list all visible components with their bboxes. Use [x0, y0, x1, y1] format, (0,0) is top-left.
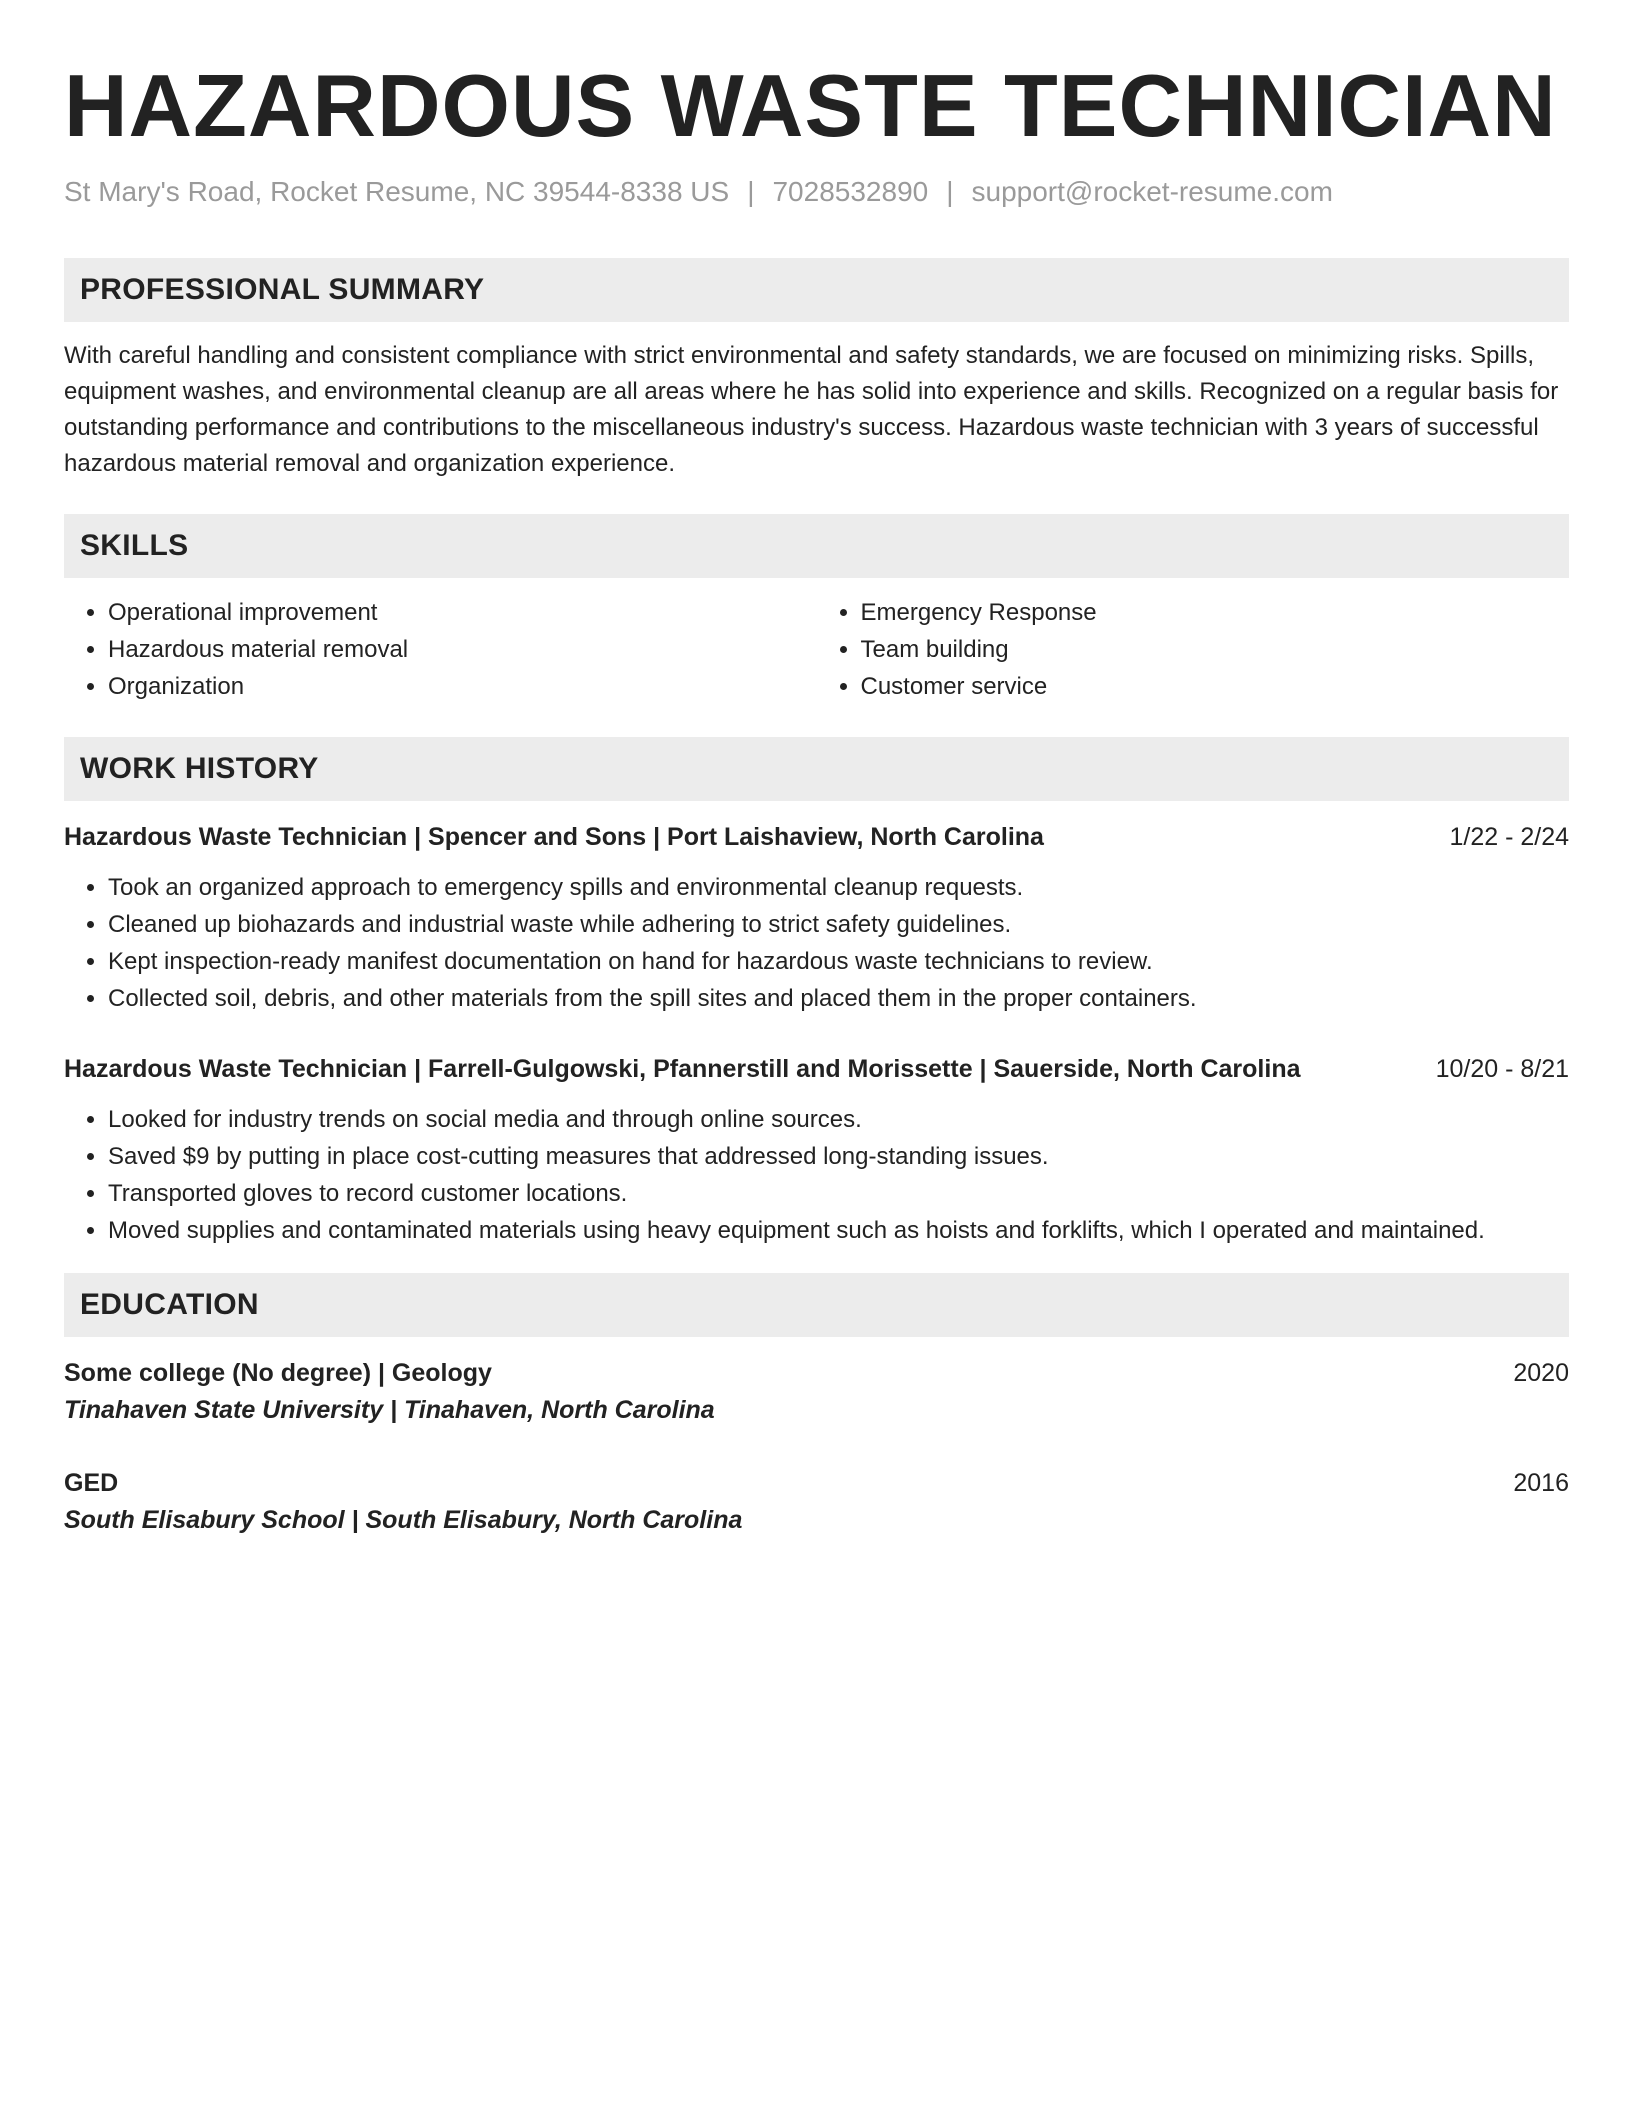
contact-address: St Mary's Road, Rocket Resume, NC 39544-8338 US [64, 176, 730, 207]
job-entry [64, 1051, 1569, 1249]
skill-item: • Operational improvement [108, 594, 817, 631]
skills-column-right [817, 594, 1570, 705]
contact-phone: 7028532890 [772, 176, 929, 207]
job-bullets [64, 1101, 1569, 1249]
education-entry [64, 1465, 1569, 1539]
section-header-education: EDUCATION [64, 1273, 1569, 1337]
education-heading-row [64, 1465, 1569, 1501]
job-bullet: • Collected soil, debris, and other materials from the spill sites and placed them in the proper containers. [108, 980, 1569, 1017]
job-dates: 1/22 - 2/24 [1449, 823, 1569, 851]
education-degree: GED [64, 1469, 119, 1497]
job-bullet: • Took an organized approach to emergency spills and environmental cleanup requests. [108, 869, 1569, 906]
summary-text: With careful handling and consistent compliance with strict environmental and safety standards, we are focused on minimizing risks. Spills, equipment washes, and environmental cleanup are all areas where he has solid into experience and skills. Recognized on a regular basis for outstanding performance and contributions to the miscellaneous industry's success. Hazardous waste technician with 3 years of successful hazardous material removal and organization experience. [64, 342, 1559, 477]
education-school: Tinahaven State University | Tinahaven, North Carolina [64, 1396, 715, 1424]
job-bullets [64, 869, 1569, 1017]
job-bullet: • Saved $9 by putting in place cost-cutting measures that addressed long-standing issues. [108, 1138, 1569, 1175]
job-bullet: • Kept inspection-ready manifest documentation on hand for hazardous waste technicians to review. [108, 943, 1569, 980]
skills-column-left [64, 594, 817, 705]
skill-item: • Hazardous material removal [108, 631, 817, 668]
education-entry [64, 1355, 1569, 1429]
skill-item: • Emergency Response [861, 594, 1570, 631]
job-bullet: • Moved supplies and contaminated materials using heavy equipment such as hoists and forklifts, which I operated and maintained. [108, 1212, 1569, 1249]
section-header-skills: SKILLS [64, 514, 1569, 578]
job-heading: Hazardous Waste Technician | Farrell-Gulgowski, Pfannerstill and Morissette | Sauerside, North Carolina [64, 1055, 1301, 1083]
job-heading-row [64, 1051, 1569, 1087]
skills-list [64, 594, 1569, 705]
education-school: South Elisabury School | South Elisabury, North Carolina [64, 1506, 743, 1534]
education-year: 2016 [1513, 1469, 1569, 1497]
job-bullet: • Cleaned up biohazards and industrial waste while adhering to strict safety guidelines. [108, 906, 1569, 943]
job-heading: Hazardous Waste Technician | Spencer and Sons | Port Laishaview, North Carolina [64, 823, 1044, 851]
contact-email: support@rocket-resume.com [971, 176, 1333, 207]
job-heading-row [64, 819, 1569, 855]
education-degree: Some college (No degree) | Geology [64, 1359, 492, 1387]
job-bullet: • Looked for industry trends on social media and through online sources. [108, 1101, 1569, 1138]
job-dates: 10/20 - 8/21 [1435, 1055, 1569, 1083]
skill-item: • Team building [861, 631, 1570, 668]
education-year: 2020 [1513, 1359, 1569, 1387]
candidate-name: HAZARDOUS WASTE TECHNICIAN [64, 56, 1557, 155]
section-header-summary: PROFESSIONAL SUMMARY [64, 258, 1569, 322]
job-bullet: • Transported gloves to record customer locations. [108, 1175, 1569, 1212]
contact-separator: | [747, 176, 755, 207]
section-header-work-history: WORK HISTORY [64, 737, 1569, 801]
contact-line [64, 174, 1569, 210]
skill-item: • Organization [108, 668, 817, 705]
contact-separator: | [946, 176, 954, 207]
education-heading-row [64, 1355, 1569, 1391]
skill-item: • Customer service [861, 668, 1570, 705]
job-entry [64, 819, 1569, 1017]
